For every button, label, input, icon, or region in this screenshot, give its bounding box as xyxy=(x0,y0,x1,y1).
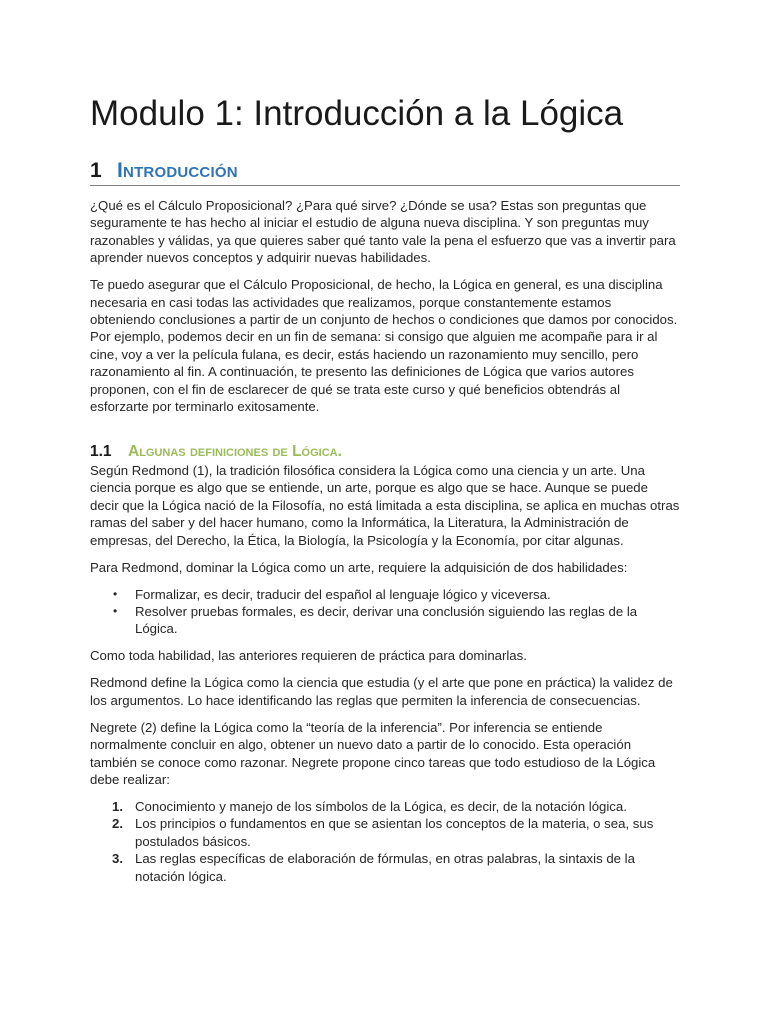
list-item xyxy=(112,798,680,815)
list-number: 3. xyxy=(112,851,123,867)
intro-paragraph-1: ¿Qué es el Cálculo Proposicional? ¿Para qué sirve? ¿Dónde se usa? Estas son preguntas que seguramente te has hecho al iniciar el estudio de alguna nueva disciplina. Y son preguntas muy razonables y válidas, ya que quieres saber qué tanto vale la pena el esfuerzo que vas a invertir para aprender nuevos conceptos y adquirir nuevas habilidades. xyxy=(90,198,676,266)
redmond-definition-paragraph: Redmond define la Lógica como la ciencia que estudia (y el arte que pone en práctica) la validez de los argumentos. Lo hace identificando las reglas que permiten la inferencia de consecuencias. xyxy=(90,675,673,708)
tasks-list xyxy=(90,798,680,885)
list-item-text: Resolver pruebas formales, es decir, derivar una conclusión siguiendo las reglas de la Lógica. xyxy=(135,604,638,637)
section-number: 1 xyxy=(90,159,102,182)
section-title: Introducción xyxy=(117,159,238,182)
list-item xyxy=(113,586,680,603)
list-item xyxy=(112,850,680,885)
skills-list xyxy=(90,586,680,638)
practice-paragraph: Como toda habilidad, las anteriores requieren de práctica para dominarlas. xyxy=(90,648,527,664)
subsection-number: 1.1 xyxy=(90,443,112,460)
redmond-intro-paragraph: Según Redmond (1), la tradición filosófica considera la Lógica como una ciencia y un arte. Una ciencia porque es algo que se entiende, un arte, porque es algo que se hace. Aunque se puede decir que la Lógica nació de la Filosofía, no está limitada a esta disciplina, se aplica en muchas otras ramas del saber y del hacer humano, como la Informática, la Literatura, la Administración de empresas, del Derecho, la Ética, la Biología, la Psicología y la Economía, por citar algunas. xyxy=(90,463,680,548)
list-item-text: Las reglas específicas de elaboración de fórmulas, en otras palabras, la sintaxis de la notación lógica. xyxy=(135,851,635,884)
bullet-icon: • xyxy=(113,604,118,619)
list-item xyxy=(112,815,680,850)
section-1-body xyxy=(90,197,680,425)
negrete-definition-paragraph: Negrete (2) define la Lógica como la “teoría de la inferencia”. Por inferencia se entiende normalmente concluir en algo, obtener un nuevo dato a partir de lo conocido. Esta operación también se conoce como razonar. Negrete propone cinco tareas que todo estudioso de la Lógica debe realizar: xyxy=(90,719,656,788)
section-1-1-body xyxy=(90,442,680,885)
list-number: 1. xyxy=(112,799,123,815)
list-item-text: Formalizar, es decir, traducir del español al lenguaje lógico y viceversa. xyxy=(135,586,551,602)
subsection-heading-definiciones xyxy=(90,442,680,462)
intro-paragraph-2: Te puedo asegurar que el Cálculo Proposicional, de hecho, la Lógica en general, es una disciplina necesaria en casi todas las actividades que realizamos, porque constantemente estamos obteniendo conclusiones a partir de un conjunto de hechos o condiciones que damos por conocidos. Por ejemplo, podemos decir en un fin de semana: si consigo que alguien me acompañe para ir al cine, voy a ver la película fulana, es decir, estás haciendo un razonamiento muy sencillo, pero razonamiento al fin. A continuación, te presento las definiciones de Lógica que varios autores proponen, con el fin de esclarecer de qué se trata este curso y qué beneficios obtendrás al esforzarte por terminarlo exitosamente. xyxy=(90,277,678,415)
document-title: Modulo 1: Introducción a la Lógica xyxy=(90,94,624,133)
list-number: 2. xyxy=(112,816,123,832)
list-item-text: Los principios o fundamentos en que se asientan los conceptos de la materia, o sea, sus postulados básicos. xyxy=(135,816,654,849)
subsection-title: Algunas definiciones de Lógica. xyxy=(128,443,342,460)
list-item-text: Conocimiento y manejo de los símbolos de la Lógica, es decir, de la notación lógica. xyxy=(135,799,627,815)
bullet-icon: • xyxy=(113,586,118,601)
section-heading-introduccion xyxy=(90,157,680,186)
skills-intro-paragraph: Para Redmond, dominar la Lógica como un arte, requiere la adquisición de dos habilidades: xyxy=(90,559,628,575)
list-item xyxy=(113,603,680,638)
